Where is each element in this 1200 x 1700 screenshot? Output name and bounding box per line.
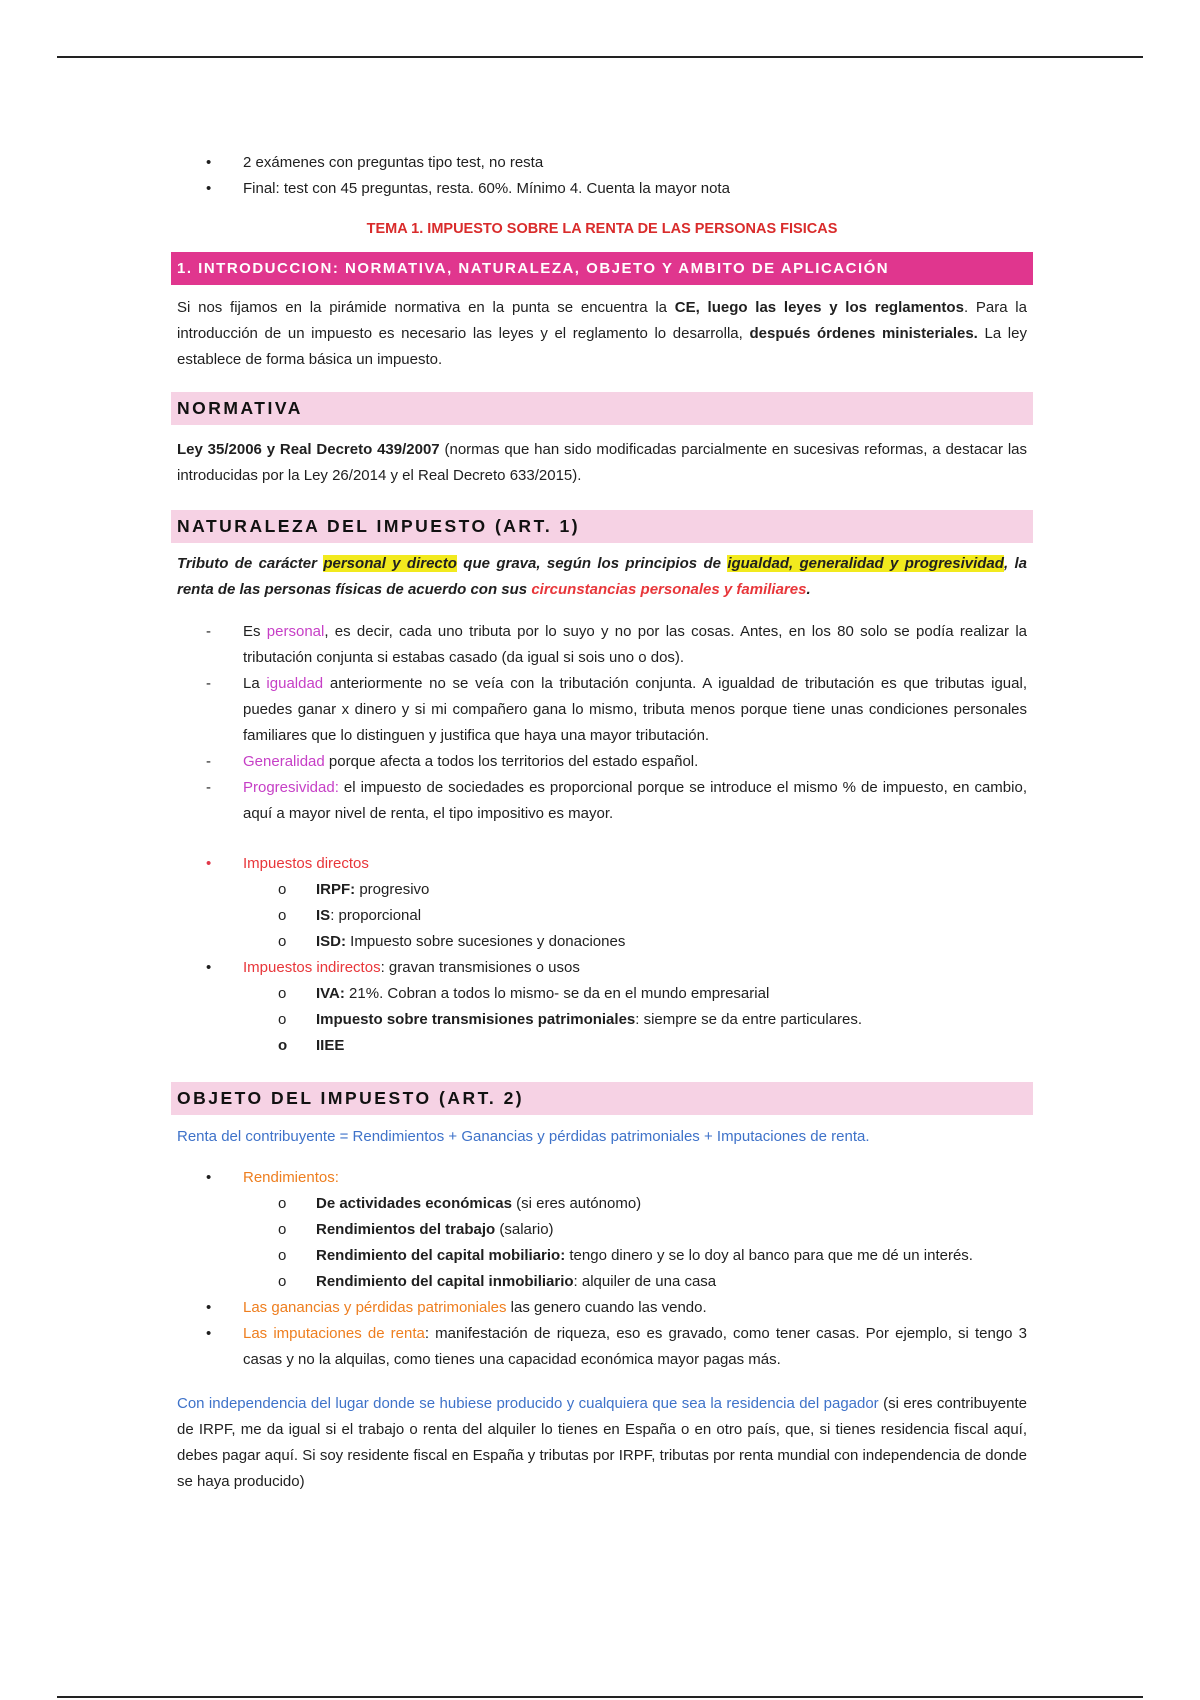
list-item: • Las ganancias y pérdidas patrimoniales las genero cuando las vendo. bbox=[171, 1295, 1033, 1321]
section-heading-objeto: OBJETO DEL IMPUESTO (ART. 2) bbox=[171, 1082, 1033, 1115]
section-heading-naturaleza: NATURALEZA DEL IMPUESTO (ART. 1) bbox=[171, 510, 1033, 543]
list-item: • Rendimientos: bbox=[171, 1165, 1033, 1191]
sub-list-item: o IVA: 21%. Cobran a todos lo mismo- se da en el mundo empresarial bbox=[171, 981, 1033, 1007]
bullet-icon: • bbox=[206, 1169, 212, 1186]
list-item: • Impuestos indirectos: gravan transmisiones o usos bbox=[171, 955, 1033, 981]
circle-bullet-icon: o bbox=[278, 907, 287, 924]
circle-bullet-icon: o bbox=[278, 881, 287, 898]
closing-paragraph: Con independencia del lugar donde se hubiese producido y cualquiera que sea la residencia del pagador (si eres contribuyente de IRPF, me da igual si el trabajo o renta del alquiler lo tienes en España o en otro país, que, si tienes residencia fiscal aquí, debes pagar aquí. Si soy residente fiscal en España y tributas por IRPF, tributas por renta mundial con independencia de donde se haya producido) bbox=[177, 1395, 1027, 1490]
circle-bullet-icon: o bbox=[278, 933, 287, 950]
impuestos-list bbox=[171, 851, 1033, 1059]
bullet-icon: • bbox=[206, 154, 212, 171]
circle-bullet-icon: o bbox=[278, 1011, 287, 1028]
section-heading-intro: 1. INTRODUCCION: NORMATIVA, NATURALEZA, OBJETO Y AMBITO DE APLICACIÓN bbox=[171, 252, 1033, 285]
section-heading-normativa: NORMATIVA bbox=[171, 392, 1033, 425]
sub-list-item: o IRPF: progresivo bbox=[171, 877, 1033, 903]
rendimientos-list bbox=[171, 1165, 1033, 1373]
sub-list-item: o Impuesto sobre transmisiones patrimoniales: siempre se da entre particulares. bbox=[171, 1007, 1033, 1033]
document-title: TEMA 1. IMPUESTO SOBRE LA RENTA DE LAS PERSONAS FISICAS bbox=[366, 221, 838, 237]
circle-bullet-icon: o bbox=[278, 1221, 287, 1238]
list-item: - La igualdad anteriormente no se veía con la tributación conjunta. A igualdad de tributación es que tributas igual, puedes ganar x dinero y si mi compañero gana lo mismo, tributa menos porque tiene unas condiciones personales familiares que lo distinguen y justifica que haya una mayor tributación. bbox=[171, 671, 1033, 749]
intro-bullet bbox=[171, 150, 1033, 176]
bullet-icon: • bbox=[206, 180, 212, 197]
circle-bullet-icon: o bbox=[278, 985, 287, 1002]
bottom-rule bbox=[57, 1696, 1143, 1698]
sub-list-item: o Rendimientos del trabajo (salario) bbox=[171, 1217, 1033, 1243]
top-rule bbox=[57, 56, 1143, 58]
bullet-icon: • bbox=[206, 959, 212, 976]
list-item: - Generalidad porque afecta a todos los territorios del estado español. bbox=[171, 749, 1033, 775]
naturaleza-list bbox=[171, 619, 1033, 827]
normativa-paragraph: Ley 35/2006 y Real Decreto 439/2007 (normas que han sido modificadas parcialmente en sucesivas reformas, a destacar las introducidas por la Ley 26/2014 y el Real Decreto 633/2015). bbox=[177, 441, 1028, 484]
bullet-icon: • bbox=[206, 855, 212, 872]
list-item: - Progresividad: el impuesto de sociedades es proporcional porque se introduce el mismo % de impuesto, en cambio, aquí a mayor nivel de renta, el tipo impositivo es mayor. bbox=[171, 775, 1033, 827]
dash-icon: - bbox=[206, 753, 211, 770]
bullet-icon: • bbox=[206, 1299, 212, 1316]
sub-list-item: o De actividades económicas (si eres autónomo) bbox=[171, 1191, 1033, 1217]
circle-bullet-icon: o bbox=[278, 1273, 287, 1290]
bullet-icon: • bbox=[206, 1325, 212, 1342]
dash-icon: - bbox=[206, 623, 211, 640]
circle-bullet-icon: o bbox=[278, 1195, 287, 1212]
document-body bbox=[171, 150, 1033, 1495]
intro-paragraph: Si nos fijamos en la pirámide normativa en la punta se encuentra la CE, luego las leyes y los reglamentos. Para la introducción de un impuesto es necesario las leyes y el reglamento lo desarrolla, después órdenes ministeriales. La ley establece de forma básica un impuesto. bbox=[177, 299, 1027, 368]
dash-icon: - bbox=[206, 675, 211, 692]
intro-bullet-text: 2 exámenes con preguntas tipo test, no resta bbox=[243, 154, 544, 171]
intro-bullet-text: Final: test con 45 preguntas, resta. 60%. Mínimo 4. Cuenta la mayor nota bbox=[243, 180, 730, 197]
sub-list-item: o Rendimiento del capital mobiliario: tengo dinero y se lo doy al banco para que me dé un interés. bbox=[171, 1243, 1033, 1269]
list-item: • Las imputaciones de renta: manifestación de riqueza, eso es gravado, como tener casas. Por ejemplo, si tengo 3 casas y no la alquilas, como tienes una capacidad económica mayor pagas más. bbox=[171, 1321, 1033, 1373]
sub-list-item: o ISD: Impuesto sobre sucesiones y donaciones bbox=[171, 929, 1033, 955]
list-item: - Es personal, es decir, cada uno tributa por lo suyo y no por las cosas. Antes, en los 80 solo se podía realizar la tributación conjunta si estabas casado (da igual si sois uno o dos). bbox=[171, 619, 1033, 671]
naturaleza-definition: Tributo de carácter personal y directo que grava, según los principios de igualdad, generalidad y progresividad, la renta de las personas físicas de acuerdo con sus circunstancias personales y familiares. bbox=[177, 555, 1027, 598]
objeto-formula: Renta del contribuyente = Rendimientos + Ganancias y pérdidas patrimoniales + Imputaciones de renta. bbox=[177, 1128, 870, 1145]
sub-list-item: o IS: proporcional bbox=[171, 903, 1033, 929]
circle-bullet-icon: o bbox=[278, 1037, 288, 1054]
list-item: • Impuestos directos bbox=[171, 851, 1033, 877]
intro-bullet bbox=[171, 176, 1033, 202]
sub-list-item: o Rendimiento del capital inmobiliario: alquiler de una casa bbox=[171, 1269, 1033, 1295]
circle-bullet-icon: o bbox=[278, 1247, 287, 1264]
sub-list-item: o IIEE bbox=[171, 1033, 1033, 1059]
dash-icon: - bbox=[206, 779, 211, 796]
